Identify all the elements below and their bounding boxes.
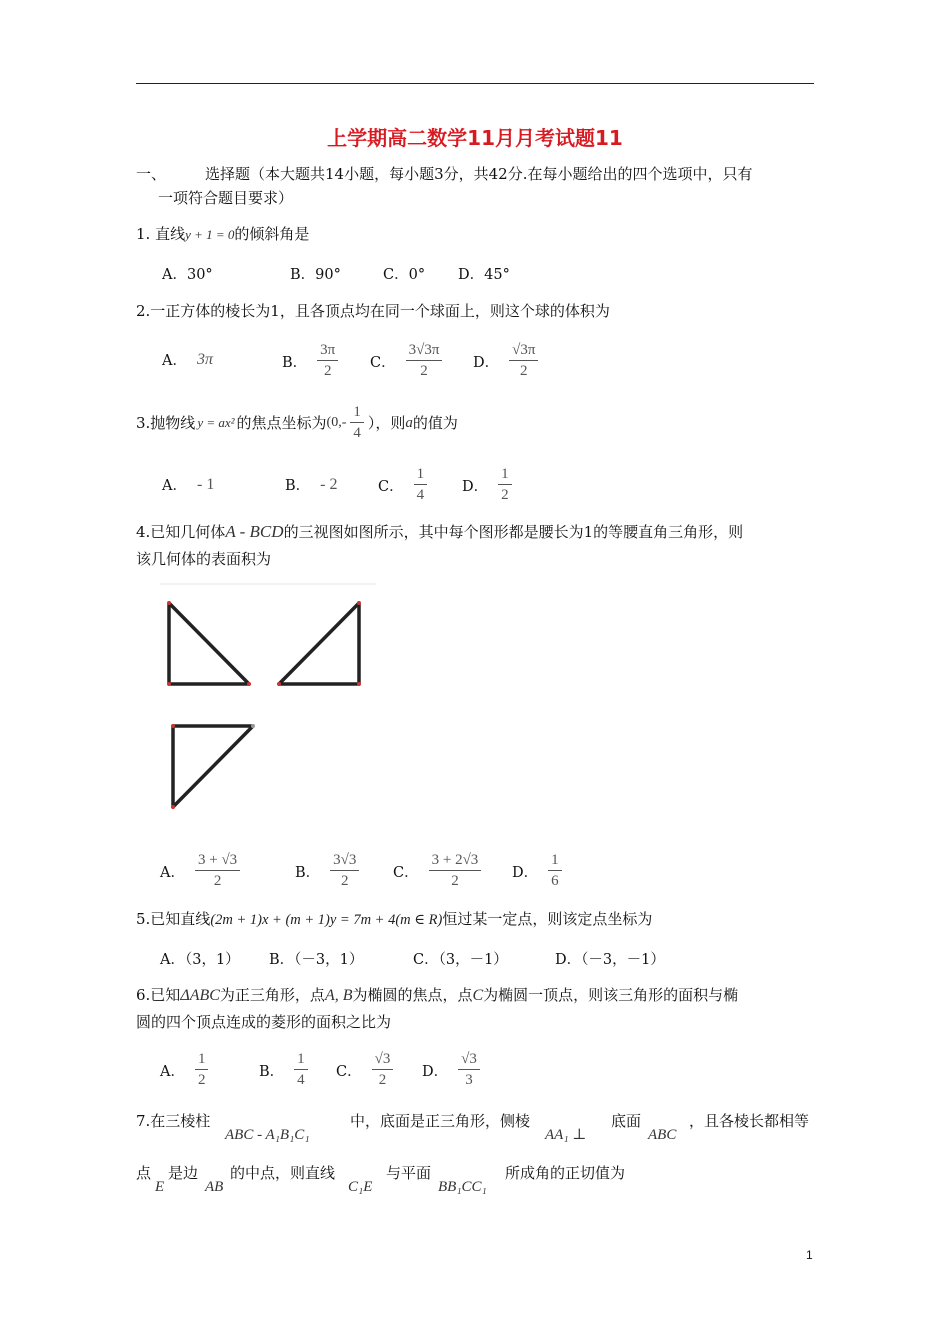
q4-b-numerator: 3√3 <box>330 851 359 871</box>
side-view-triangle <box>279 603 359 684</box>
q6-formula-3: C <box>472 987 484 1004</box>
q4-c-denominator: 2 <box>451 873 459 889</box>
q2-option-c-fraction <box>406 341 443 381</box>
q6-formula-1: ΔABC <box>180 987 220 1004</box>
q4-d-denominator: 6 <box>551 873 559 889</box>
q2-option-a-value: 3π <box>196 350 213 368</box>
vertex-dot <box>171 724 175 728</box>
q2-b-numerator: 3π <box>317 341 338 361</box>
q6-a-numerator: 1 <box>195 1050 209 1070</box>
q4-option-a[interactable] <box>160 851 240 891</box>
q3-option-c-label: C． <box>378 478 404 495</box>
q6-option-c[interactable] <box>336 1050 393 1090</box>
q6-a-denominator: 2 <box>197 1072 206 1088</box>
page-title: 上学期高二数学11月月考试题11 <box>327 126 623 150</box>
q2-option-b-fraction <box>317 341 338 381</box>
q6-option-c-fraction <box>372 1050 394 1090</box>
q5-option-b[interactable]: B．（－3，1） <box>269 952 364 968</box>
q3-middle: 的焦点坐标为 <box>236 414 327 432</box>
q6-option-b[interactable] <box>259 1050 308 1090</box>
q3-option-b[interactable] <box>285 474 337 495</box>
q6-option-c-label: C． <box>336 1063 362 1080</box>
q3-point-close: ），则 <box>367 414 406 432</box>
q6-part-4: 为椭圆一顶点，则该三角形的面积与椭 <box>483 986 739 1004</box>
q1-option-d[interactable]: D．45° <box>458 267 510 283</box>
q7-formula-base: ABC <box>648 1127 677 1143</box>
q4-suffix: 的三视图如图所示，其中每个图形都是腰长为1的等腰直角三角形，则 <box>283 523 744 541</box>
q2-option-c-label: C． <box>370 354 396 371</box>
q3-point-open: (0,- <box>326 415 347 430</box>
q3-formula: y = ax² <box>197 415 235 430</box>
q7-plane: BB₁CC₁ <box>438 1179 487 1195</box>
q4-d-numerator: 1 <box>548 851 562 871</box>
q6-c-numerator: √3 <box>372 1050 394 1070</box>
q3-option-c[interactable] <box>378 465 427 505</box>
q2-option-a[interactable] <box>162 349 213 370</box>
q2-c-numerator: 3√3π <box>406 341 443 361</box>
q2-d-denominator: 2 <box>520 363 528 379</box>
q3-option-a-value: - 1 <box>196 475 215 493</box>
q3-suffix: 的值为 <box>412 414 458 432</box>
q4-a-numerator: 3 + √3 <box>195 851 240 871</box>
q6-option-b-label: B． <box>259 1063 285 1080</box>
q5-option-c[interactable]: C．（3，－1） <box>413 952 508 968</box>
vertex-dot <box>357 682 361 686</box>
vertex-dot <box>171 805 175 809</box>
q6-option-d-fraction <box>458 1050 480 1090</box>
q3-variable: a <box>405 415 413 431</box>
q6-b-numerator: 1 <box>294 1050 308 1070</box>
q7-line2-part-3: 的中点，则直线 <box>230 1164 336 1182</box>
q1-prefix: 1. 直线 <box>136 225 186 243</box>
q3-option-b-label: B． <box>285 478 311 494</box>
q2-b-denominator: 2 <box>323 363 332 379</box>
header-rule <box>136 83 814 84</box>
q2-option-c[interactable] <box>370 341 442 381</box>
q3-option-d-label: D． <box>462 478 489 495</box>
q7-part-2: 中，底面是正三角形，侧棱 <box>350 1112 531 1130</box>
q7-line2-part-2: 是边 <box>168 1164 199 1182</box>
q7-part-4: ，且各棱长都相等 <box>689 1112 810 1130</box>
q1-option-b[interactable]: B．90° <box>290 267 341 283</box>
q1-option-c[interactable]: C．0° <box>383 267 426 283</box>
question-4 <box>136 521 743 543</box>
q4-option-d-label: D． <box>512 864 539 881</box>
vertex-dot <box>277 682 281 686</box>
question-6 <box>136 984 738 1007</box>
q5-prefix: 5.已知直线 <box>136 910 211 928</box>
three-view-figure <box>160 580 390 820</box>
question-3 <box>136 403 458 443</box>
q3-point-numerator: 1 <box>350 403 364 423</box>
q4-option-d[interactable] <box>512 851 562 891</box>
q6-part-1: 6.已知 <box>136 986 181 1004</box>
q4-option-b-label: B． <box>295 864 321 881</box>
q6-option-b-fraction <box>294 1050 308 1090</box>
q3-d-denominator: 2 <box>501 487 509 503</box>
q2-option-a-label: A． <box>162 353 187 369</box>
question-6-line2: 圆的四个顶点连成的菱形的面积之比为 <box>136 1013 392 1031</box>
q6-option-d-label: D． <box>422 1063 449 1080</box>
q1-option-a[interactable]: A．30° <box>162 267 213 283</box>
page-number: 1 <box>806 1248 813 1262</box>
q3-option-a[interactable] <box>162 474 214 495</box>
q7-formula-edge: AA₁ ⊥ <box>545 1127 587 1143</box>
q2-option-d-fraction <box>509 341 538 381</box>
q4-c-numerator: 3 + 2√3 <box>429 851 482 871</box>
q6-option-d[interactable] <box>422 1050 480 1090</box>
q5-option-a[interactable]: A．（3，1） <box>160 952 240 968</box>
q3-option-d-fraction <box>498 465 512 505</box>
question-4-line2: 该几何体的表面积为 <box>136 550 272 568</box>
q7-formula-prism: ABC - A₁B₁C₁ <box>225 1127 310 1143</box>
q4-a-denominator: 2 <box>213 873 222 889</box>
q7-part-1: 7.在三棱柱 <box>136 1112 211 1130</box>
q4-option-b-fraction <box>330 851 359 891</box>
section-instructions-line1: 选择题（本大题共14小题，每小题3分，共42分.在每小题给出的四个选项中，只有 <box>205 165 753 183</box>
q3-c-numerator: 1 <box>414 465 428 485</box>
q6-part-3: 为椭圆的焦点，点 <box>352 986 473 1004</box>
q6-c-denominator: 2 <box>378 1072 387 1088</box>
q2-option-b-label: B． <box>282 354 308 371</box>
q5-option-d[interactable]: D．（－3，－1） <box>555 952 665 968</box>
q2-option-d[interactable] <box>473 341 538 381</box>
q6-option-a-label: A． <box>160 1063 185 1080</box>
q7-line-c1e: C₁E <box>348 1179 373 1195</box>
question-2: 2.一正方体的棱长为1，且各顶点均在同一个球面上，则这个球的体积为 <box>136 302 610 320</box>
q6-d-denominator: 3 <box>465 1072 473 1088</box>
q4-prefix: 4.已知几何体 <box>136 523 226 541</box>
q4-option-a-label: A． <box>160 864 185 881</box>
q7-line2-part-1: 点 <box>136 1164 152 1182</box>
q4-option-d-fraction <box>548 851 562 891</box>
question-1 <box>136 223 309 246</box>
vertex-dot <box>357 601 361 605</box>
q4-option-c-fraction <box>429 851 482 891</box>
q6-b-denominator: 4 <box>297 1072 305 1088</box>
q3-point-denominator: 4 <box>353 425 361 441</box>
q7-part-3: 底面 <box>611 1112 642 1130</box>
q2-d-numerator: √3π <box>509 341 538 361</box>
q2-option-b[interactable] <box>282 341 338 381</box>
q2-c-denominator: 2 <box>420 363 428 379</box>
q7-point-e: E <box>155 1179 165 1195</box>
q5-formula: (2m + 1)x + (m + 1)y = 7m + 4(m ∈ R) <box>210 912 443 928</box>
q4-option-a-fraction <box>195 851 240 891</box>
q3-c-denominator: 4 <box>416 487 425 503</box>
q7-line2-part-4: 与平面 <box>386 1164 432 1182</box>
q3-option-c-fraction <box>414 465 428 505</box>
q3-prefix: 3.抛物线 <box>136 414 196 432</box>
question-5 <box>136 908 652 931</box>
q4-b-denominator: 2 <box>341 873 349 889</box>
q3-option-a-label: A． <box>162 478 187 494</box>
q3-option-b-value: - 2 <box>320 475 338 493</box>
q3-option-d[interactable] <box>462 465 512 505</box>
q1-suffix: 的倾斜角是 <box>234 225 310 243</box>
q6-part-2: 为正三角形，点 <box>219 986 325 1004</box>
q2-option-d-label: D． <box>473 354 500 371</box>
front-view-triangle <box>169 603 249 684</box>
q4-option-c[interactable] <box>393 851 481 891</box>
q1-formula: y + 1 = 0 <box>185 227 235 242</box>
q6-d-numerator: √3 <box>458 1050 480 1070</box>
section-number: 一、 <box>136 165 167 183</box>
section-instructions-line2: 一项符合题目要求） <box>158 189 294 207</box>
q6-option-a[interactable] <box>160 1050 208 1090</box>
q3-point-fraction <box>350 403 364 443</box>
q6-option-a-fraction <box>195 1050 209 1090</box>
q4-formula: A - BCD <box>225 522 284 541</box>
vertex-dot <box>251 724 255 728</box>
q6-formula-2: A, B <box>324 987 353 1004</box>
q4-option-c-label: C． <box>393 864 419 881</box>
vertex-dot <box>247 682 251 686</box>
question-7-line1 <box>136 1110 210 1132</box>
vertex-dot <box>167 601 171 605</box>
q4-option-b[interactable] <box>295 851 359 891</box>
q3-d-numerator: 1 <box>498 465 512 485</box>
q7-line2-part-5: 所成角的正切值为 <box>505 1164 626 1182</box>
q5-suffix: 恒过某一定点，则该定点坐标为 <box>442 910 653 928</box>
q7-edge-ab: AB <box>205 1179 224 1195</box>
vertex-dot <box>167 682 171 686</box>
top-view-triangle <box>173 726 253 807</box>
